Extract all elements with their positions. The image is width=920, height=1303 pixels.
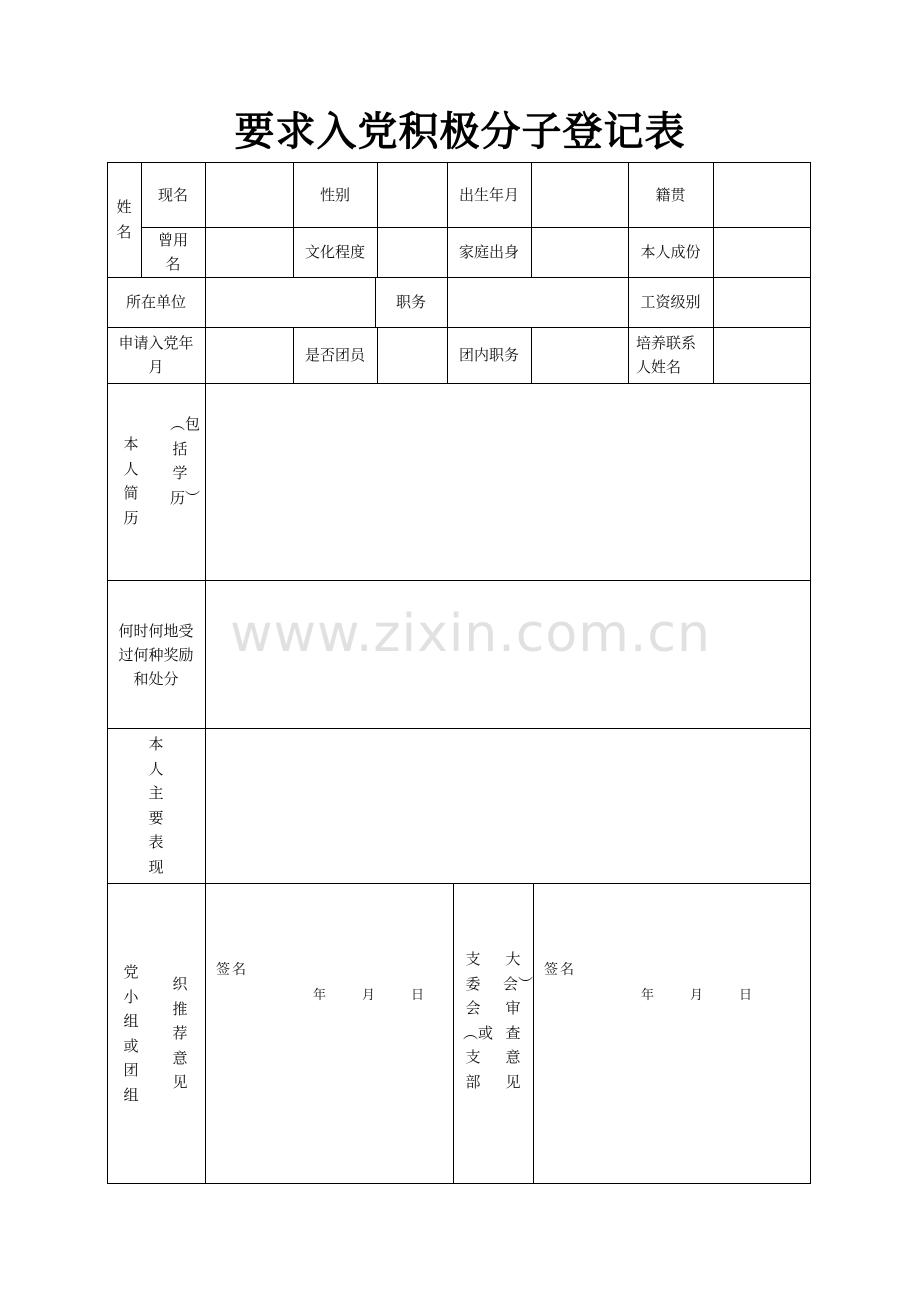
review-opinion-field[interactable] xyxy=(534,884,810,1183)
name-group-label: 姓名 xyxy=(116,198,132,241)
gender-field[interactable] xyxy=(377,162,447,227)
current-name-field[interactable] xyxy=(205,162,293,227)
recommend-date-year: 年 xyxy=(313,988,327,1003)
review-date xyxy=(641,984,752,1003)
awards-label: 何时何地受过何种奖励和处分 xyxy=(118,621,194,688)
education-label: 文化程度 xyxy=(304,243,365,261)
personal-status-label: 本人成份 xyxy=(640,243,701,261)
review-label: 支委会︵或支部 xyxy=(463,950,494,1091)
awards-field[interactable] xyxy=(206,581,810,728)
salary-grade-field[interactable] xyxy=(713,277,811,327)
current-name-label: 现名 xyxy=(157,185,188,204)
recommend-date-day: 日 xyxy=(411,988,425,1003)
position-label: 职务 xyxy=(395,293,426,311)
salary-grade-label: 工资级别 xyxy=(640,293,701,311)
native-place-field[interactable] xyxy=(713,162,811,227)
resume-label-note: ︵包括学历︶ xyxy=(170,415,201,507)
former-name-field[interactable] xyxy=(205,227,293,277)
family-origin-label: 家庭出身 xyxy=(458,243,519,261)
contact-person-field[interactable] xyxy=(713,327,811,383)
resume-field[interactable] xyxy=(206,384,810,580)
league-position-field[interactable] xyxy=(531,327,628,383)
recommend-label: 党小组或团组 xyxy=(123,963,139,1104)
league-member-label: 是否团员 xyxy=(304,346,365,364)
apply-date-field[interactable] xyxy=(205,327,293,383)
apply-date-label: 申请入党年月 xyxy=(118,334,194,376)
review-date-day: 日 xyxy=(739,988,753,1003)
gender-label: 性别 xyxy=(319,185,350,204)
resume-label: 本人简历 xyxy=(123,435,139,527)
watermark: www.zixin.com.cn xyxy=(230,604,711,664)
workplace-label: 所在单位 xyxy=(125,293,186,311)
performance-label: 本人主要表现 xyxy=(148,735,164,876)
review-signature-label: 签名 xyxy=(544,962,576,978)
league-position-label: 团内职务 xyxy=(458,346,519,364)
form-border-bottom xyxy=(107,1183,811,1184)
former-name-label: 曾用名 xyxy=(157,231,188,273)
recommend-label-cont: 织推荐意见 xyxy=(172,975,188,1091)
birth-date-field[interactable] xyxy=(531,162,628,227)
family-origin-field[interactable] xyxy=(531,227,628,277)
native-place-label: 籍贯 xyxy=(655,185,686,204)
performance-field[interactable] xyxy=(206,729,810,883)
review-label-cont: 大会︶审查意见 xyxy=(503,950,534,1091)
recommend-date-month: 月 xyxy=(362,988,376,1003)
rule-v-review-left xyxy=(453,883,454,1184)
birth-date-label: 出生年月 xyxy=(458,185,519,204)
education-field[interactable] xyxy=(377,227,447,277)
personal-status-field[interactable] xyxy=(713,227,811,277)
recommend-opinion-field[interactable] xyxy=(206,884,453,1183)
contact-person-label: 培养联系人姓名 xyxy=(636,334,697,376)
league-member-field[interactable] xyxy=(377,327,447,383)
workplace-field[interactable] xyxy=(205,277,375,327)
position-field[interactable] xyxy=(447,277,628,327)
review-date-year: 年 xyxy=(641,988,655,1003)
recommend-date xyxy=(313,984,424,1003)
form-title: 要求入党积极分子登记表 xyxy=(234,109,686,155)
review-date-month: 月 xyxy=(690,988,704,1003)
recommend-signature-label: 签名 xyxy=(216,962,248,978)
registration-form xyxy=(107,162,811,1184)
rule-v-row4-f xyxy=(628,327,629,383)
